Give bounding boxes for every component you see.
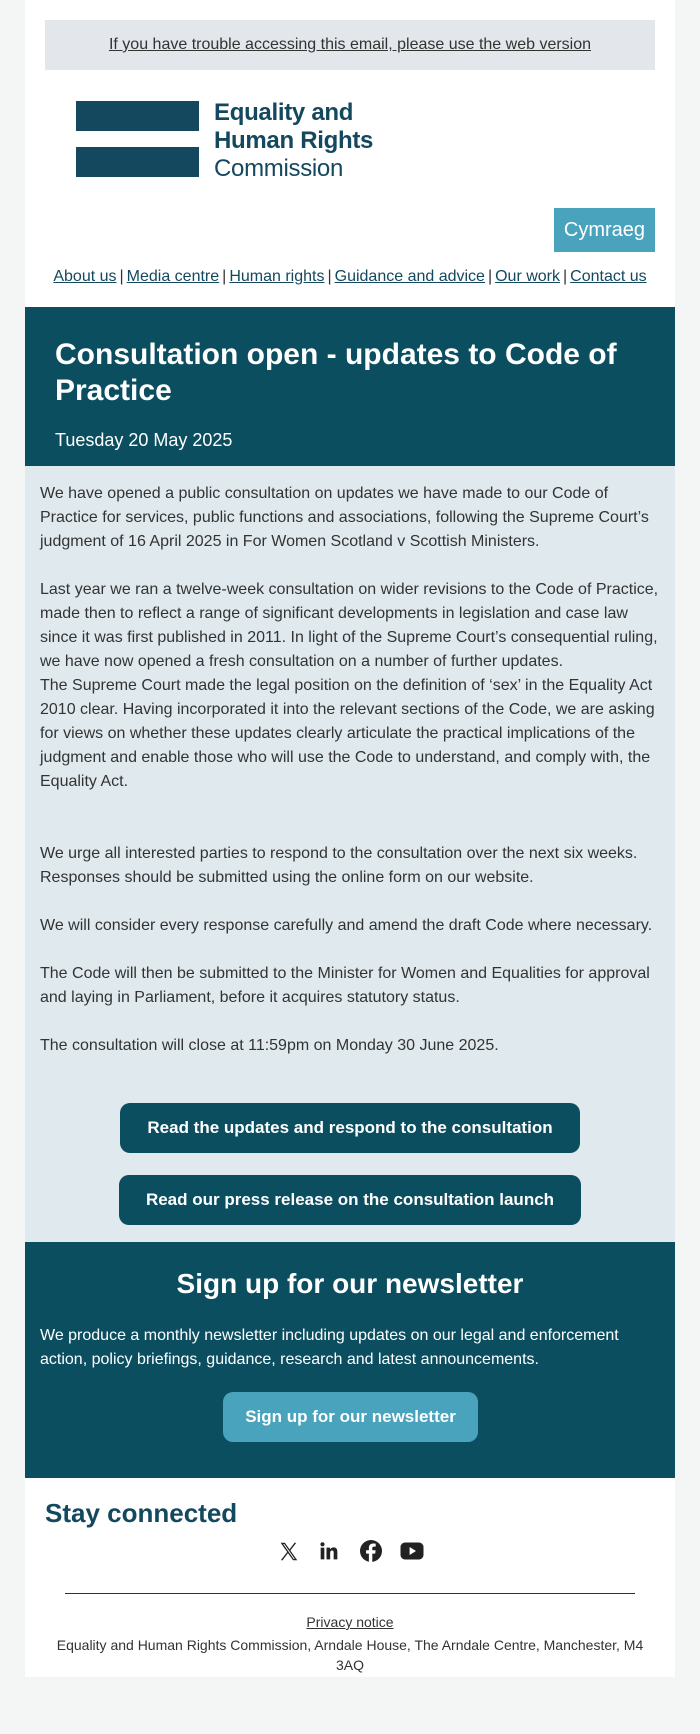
- footer-divider: [65, 1593, 635, 1594]
- article-paragraph-7: The consultation will close at 11:59pm on Monday 30 June 2025.: [40, 1037, 499, 1054]
- newsletter-text: We produce a monthly newsletter including updates on our legal and enforcement action, policy briefings, guidance, research and latest announcements.: [40, 1327, 619, 1368]
- newsletter-heading: Sign up for our newsletter: [176, 1268, 524, 1299]
- logo-text-line1: Equality and: [214, 99, 354, 126]
- newsletter-section: [25, 1242, 675, 1478]
- logo-bar-top: [76, 101, 199, 131]
- hero-date: Tuesday 20 May 2025: [55, 430, 233, 450]
- nav-human-rights[interactable]: Human rights: [229, 268, 325, 285]
- article-paragraph-2: Last year we ran a twelve-week consultation on wider revisions to the Code of Practice, made then to reflect a range of significant developments in legislation and case law since it was first published in 2011. In light of the Supreme Court’s consequential ruling, we have now opened a fresh consultation on a number of further updates.: [40, 581, 659, 670]
- nav-contact-us[interactable]: Contact us: [570, 268, 647, 285]
- article-paragraph-6: The Code will then be submitted to the Minister for Women and Equalities for approval and laying in Parliament, before it acquires statutory status.: [40, 965, 650, 1006]
- footer-address: Equality and Human Rights Commission, Arndale House, The Arndale Centre, Manchester, M4 3AQ: [56, 1637, 644, 1673]
- hero-title: Consultation open - updates to Code of Practice: [55, 338, 617, 407]
- nav-separator: |: [563, 268, 568, 285]
- article-paragraph-5: We will consider every response carefully and amend the draft Code where necessary.: [40, 917, 653, 934]
- nav-our-work[interactable]: Our work: [495, 268, 561, 285]
- nav-about-us[interactable]: About us: [53, 268, 117, 285]
- email-container: [25, 0, 675, 1677]
- youtube-icon[interactable]: [399, 1538, 425, 1564]
- linkedin-icon[interactable]: [316, 1538, 342, 1564]
- article-paragraph-4: We urge all interested parties to respond to the consultation over the next six weeks. Responses should be submitted using the online form on our website.: [40, 845, 638, 886]
- privacy-notice-link[interactable]: Privacy notice: [306, 1614, 394, 1630]
- x-icon[interactable]: [275, 1538, 301, 1564]
- cymraeg-button[interactable]: Cymraeg: [554, 208, 655, 252]
- preheader: [45, 20, 655, 70]
- respond-consultation-button[interactable]: Read the updates and respond to the consultation: [120, 1103, 580, 1153]
- article-body: [25, 466, 675, 1242]
- privacy-row: [25, 1614, 675, 1630]
- logo-text-line2: Human Rights: [214, 127, 374, 154]
- nav-separator: |: [119, 268, 124, 285]
- logo[interactable]: [76, 99, 396, 181]
- stay-connected-heading: Stay connected: [45, 1498, 238, 1528]
- nav-media-centre[interactable]: Media centre: [126, 268, 220, 285]
- logo-bar-bottom: [76, 147, 199, 177]
- web-version-link[interactable]: If you have trouble accessing this email, please use the web version: [108, 36, 592, 53]
- hero-banner: [25, 307, 675, 466]
- press-release-button[interactable]: Read our press release on the consultation launch: [119, 1175, 581, 1225]
- social-links: [275, 1538, 425, 1564]
- nav-separator: |: [327, 268, 332, 285]
- top-nav: [25, 268, 675, 286]
- nav-guidance-and-advice[interactable]: Guidance and advice: [334, 268, 485, 285]
- nav-separator: |: [222, 268, 227, 285]
- article-paragraph-1: We have opened a public consultation on updates we have made to our Code of Practice for services, public functions and associations, following the Supreme Court’s judgment of 16 April 2025 in For Women Scotland v Scottish Ministers.: [40, 485, 649, 550]
- article-paragraph-3: The Supreme Court made the legal position on the definition of ‘sex’ in the Equality Act 2010 clear. Having incorporated it into the relevant sections of the Code, we are asking for views on whether these updates clearly articulate the practical implications of the judgment and enable those who will use the Code to understand, and comply with, the Equality Act.: [40, 677, 655, 790]
- logo-text-line3: Commission: [214, 155, 344, 182]
- nav-separator: |: [487, 268, 493, 285]
- facebook-icon[interactable]: [358, 1538, 384, 1564]
- newsletter-signup-button[interactable]: Sign up for our newsletter: [223, 1392, 478, 1442]
